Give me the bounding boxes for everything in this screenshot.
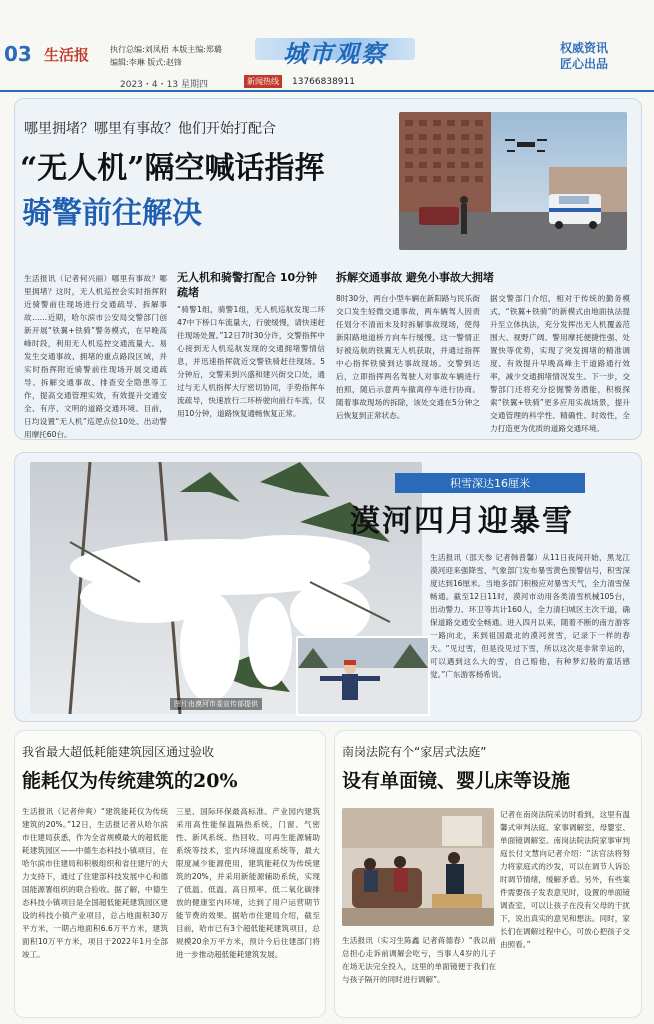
masthead-divider xyxy=(0,90,654,92)
story-drone-headline-1: “无人机”隔空喊话指挥 xyxy=(20,151,325,186)
story-drone-subhead-1: 无人机和骑警打配合 10分钟疏堵 xyxy=(177,271,318,299)
slogan xyxy=(560,40,608,72)
editor-line-1: 执行总编:刘凤梧 本版主编:郑璐 xyxy=(110,45,222,54)
story-drone-headline-2: 骑警前往解决 xyxy=(22,196,202,231)
hotline-number[interactable]: 13766838911 xyxy=(292,77,355,87)
snow-photo-caption: 图片由漠河市委宣传部提供 xyxy=(170,698,262,710)
slogan-line-2: 匠心出品 xyxy=(560,57,609,71)
editor-line-2: 编辑:李琳 版式:赵锋 xyxy=(110,58,182,67)
story-energy-col-2: 三星、国际环保最高标准。产业园内建筑采用高性能保温隔热系统，门窗、气密性、新风系统、热回收、可再生能源辅助系统等技术，室内环境温度系统等，最大限度减少能源使用，建筑能耗仅为传统建筑的20%，并采用新能源辅助系统，实现了低温、低温、高日照率、低二氧化碳排放的健康室内环境，达到了用户运营期节能节费的效果。据哈市住建局介绍，截至目前，哈市已有3个超低能耗建筑项目，总规模20余万平方米，预计今后住建部门将进一步推动超低能耗建筑发展。 xyxy=(176,807,320,959)
courtroom-photo xyxy=(342,808,494,926)
snow-depth-tag: 积雪深达16厘米 xyxy=(395,473,585,493)
slogan-line-1: 权威资讯 xyxy=(560,41,609,55)
story-drone-col-4: 据交警部门介绍，相对于传统的勤务模式，“铁翼+铁骑”的新模式由地面执法提升至立体执法，充分发挥出无人机覆盖范围大、视野广阔、警用摩托便捷性强、处置快等优势，实现了突发拥堵的精准调度、有效提升早晚高峰主干道路通行效率，减少交通拥堵情况发生。下一步，交警部门还将充分挖掘警务潜能，积极探索“铁翼+铁骑”更多应用实战场景，提升交通管理的科学性、精确性、时效性，全力打造更为优质的道路交通环境。 xyxy=(490,294,630,433)
story-court-body-right: 记者在南岗法院采访时看到，这里有温馨式审判法庭、家事调解室、母婴室、单面镜调解室。南岗法院法院家事审判庭长付文慧向记者介绍：“法官法将努力将家庭式的沙发，可以在调节人诉讼时调节情绪，缓解矛盾。另外，有些案件需要孩子发表意见时，设置的单面镜调查室，可以让孩子在没有父母的干扰下，说出真实的意见和想法。同时，家长们在调解过程中心，可放心把孩子交由照看。” xyxy=(500,810,630,949)
page-number: 03 xyxy=(4,42,32,66)
section-title: 城市观察 xyxy=(283,39,387,68)
drone-photo xyxy=(399,112,627,250)
story-drone-kicker: 哪里拥堵？哪里有事故？他们开始打配合 xyxy=(24,121,276,137)
story-court-headline: 设有单面镜、婴儿床等设施 xyxy=(342,770,571,792)
editor-credits xyxy=(110,43,260,69)
story-energy-kicker: 我省最大超低耗能建筑园区通过验收 xyxy=(22,745,215,759)
drone-photo-image xyxy=(399,112,627,250)
courtroom-photo-image xyxy=(342,808,494,926)
section-banner xyxy=(255,30,415,70)
story-court-body-left: 生活报讯（实习生陈鑫 记者蒋德春）“我以前总担心走诉前调解会吃亏，当事人4岁的儿子在场无法完全投入，这里的单面镜便于我们在与孩子隔开的同时进行调解”。 xyxy=(342,936,496,984)
hotline-label: 新闻热线 xyxy=(244,75,282,88)
story-court-kicker: 南岗法院有个“家居式法庭” xyxy=(342,745,487,759)
issue-date: 2023・4・13 星期四 xyxy=(120,80,208,90)
story-drone-col-3: 8时30分，两台小型车辆在新阳路与民乐街交口发生轻微交通事故，两车辆驾人因责任划分不清而未及时拆解事故现场，使得新阳路地道桥方向车行缓慢。这一警情正好被巡航的铁翼无人机获取，并通过指挥中心指挥铁骑到达事故现场。交警到达后，立即指挥两名驾驶人对事故车辆进行拍照，随后示意两车撤离停车进行协商。随着事故现场的拆除，该处交通在5分钟之后恢复到正常状态。 xyxy=(336,294,480,420)
story-drone-subhead-2: 拆解交通事故 避免小事故大拥堵 xyxy=(336,271,494,284)
story-drone-col-1: 生活报讯（记者何兴丽）哪里有事故？哪里拥堵？这时，无人机巡控会实时指挥附近骑警前往现场进行交通疏导、拆解事故……近期，哈尔滨市公安局交警部门创新开展“铁翼+铁骑”警务模式，在早晚高峰时段，利用无人机巡控交通流量大、易发生交通事故、拥堵的重点路段区域，并实时指挥附近骑警前往现场开展交通疏导、拆解交通事故、排查安全隐患等工作，提高交通管理实效，有效提升交通安全、有序、文明的道路交通环境。目前，日均设置“无人机”巡逻点位10处、出动警用摩托60台。 xyxy=(24,274,167,439)
story-energy-col-1: 生活报讯（记者仲爽）“建筑能耗仅为传统建筑的20%。”12日，生活报记者从哈尔滨市住建局获悉，作为全省规模最大的超低能耗建筑园区——中德生态科技小镇项目，在哈尔滨市住建局和积极组织和省住建厅的大力支持下，通过了住建部科技发展中心和德国能源署组织的联合验收。据了解，中德生态科技小镇项目是全国超低能耗建筑园区建设的科技小镇产业项目，总占地面积30万平方米，一期占地面积6.6万平方米，建筑面积10万平方米，项目于2022年1月全部竣工。 xyxy=(22,807,168,959)
story-snow-headline: 漠河四月迎暴雪 xyxy=(350,504,574,539)
paper-logo: 生活报 xyxy=(44,46,90,64)
story-snow-body: 生活报讯（邵天参 记者韩普馨）从11日夜间开始，黑龙江漠河迎来强降雪，气象部门发布暴雪黄色预警信号，积雪深度达到16厘米。当地多部门积极应对暴雪天气，全力清雪保畅通。截至12日11时，漠河市动用各类清雪机械105台，出动警力、环卫等共计160人，全力清扫城区主次干道，确保道路交通安全畅通。进入四月以来，随着不断的南方游客一路向北，来到祖国最北的漠河赏雪，记录下一样的春天。“见过雪，但是没见过下雪，所以这次是非常幸运的，可以遇到这么大的雪，自己赔他，有种梦幻般的童话感觉。”广东游客杨希说。 xyxy=(430,553,630,679)
tourist-photo xyxy=(296,636,430,716)
story-drone-col-2: “骑警1组，骑警1组，无人机巡航发现二环47中下桥口车流量大，行驶缓慢，请快速赶往现场处置。”12日7时30分许，交警指挥中心接到无人机巡航发现的交通拥堵警情信息，并迅速指挥就近交警铁骑赶往现场。5分钟后，交警来到兴盛和建兴街交口处，通过与无人机指挥大厅密切协同，手势指挥车流疏导，快速放行二环桥驶向前行车流，仅用10分钟，道路恢复通畅恢复正常。 xyxy=(177,305,325,418)
story-energy-headline: 能耗仅为传统建筑的20% xyxy=(22,770,238,792)
tourist-photo-image xyxy=(298,638,428,714)
